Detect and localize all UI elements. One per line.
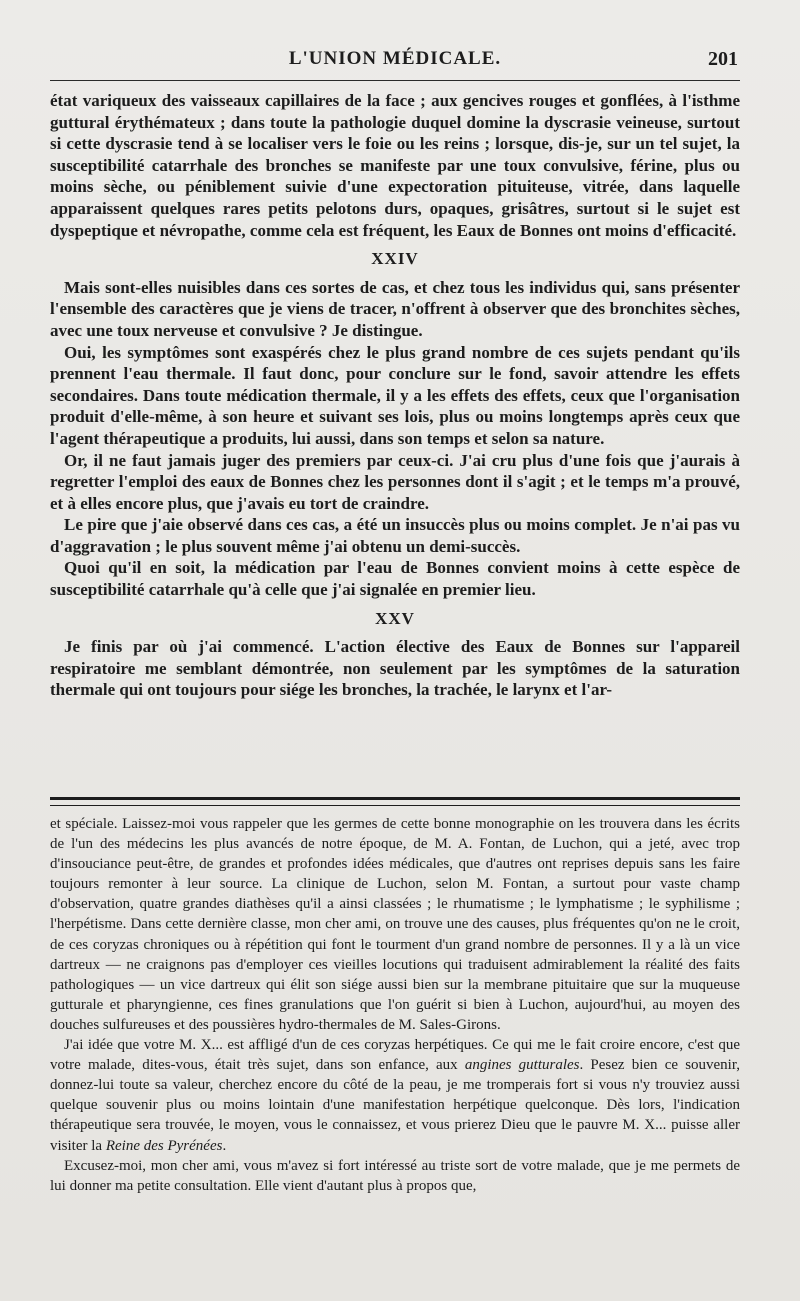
- footnote-text: [50, 814, 740, 1196]
- paragraph-intro: état variqueux des vaisseaux capillaires de la face ; aux gencives rouges et gonflées, à l'isthme guttural érythémateux ; dans toute la pathologie duquel domine la dyscrasie veineuse, surtout si cette dyscrasie tend à se localiser vers le foie ou les reins ; lorsque, dis-je, sur un tel sujet, la susceptibilité catarrhale des bronches se manifeste par une toux convulsive, férine, plus ou moins sèche, ou péniblement suivie d'une expectoration pituiteuse, vitrée, dans laquelle apparaissent quelques rares petits pelotons durs, opaques, grisâtres, surtout si le sujet est dyspeptique et névropathe, comme cela est fréquent, les Eaux de Bonnes ont moins d'efficacité.: [50, 91, 740, 240]
- footnote-separator: [50, 797, 740, 806]
- footnote-p2-part-b: . Pesez bien ce souvenir, donnez-lui toute sa valeur, cherchez encore du côté de la peau, je me tromperais fort si vous n'y trouviez aussi quelque souvenir plus ou moins lointain d'une manifestation herpétique quelconque. Dès lors, l'indication thérapeutique sera trouvée, le moyen, vous le connaissez, et vous prierez Dieu que le pauvre M. X... puisse aller visiter la: [50, 1057, 740, 1154]
- page-number: 201: [708, 48, 738, 70]
- section-heading-xxiv: XXIV: [371, 249, 419, 269]
- main-text: [50, 90, 740, 701]
- footnote-p2-italic-1: angines gutturales: [464, 1057, 580, 1074]
- paragraph-xxiv-4: Le pire que j'aie observé dans ces cas, a été un insuccès plus ou moins complet. Je n'ai pas vu d'aggravation ; le plus souvent même j'ai obtenu un demi-succès.: [50, 515, 740, 556]
- running-head: [50, 44, 740, 76]
- footnote-paragraph-1: et spéciale. Laissez-moi vous rappeler que les germes de cette bonne monographie on les trouvera dans les écrits de l'un des médecins les plus avancés de notre époque, de M. A. Fontan, de Luchon, qui a jeté, avec trop d'insouciance peut-être, de grandes et profondes idées médicales, que d'autres ont reprises depuis sans les faire toujours remonter à leur source. La clinique de Luchon, selon M. Fontan, a surtout pour vaste champ d'observation, quatre grandes diathèses qu'il a ainsi classées ; le rhumatisme ; le lymphatisme ; le syphilisme ; l'herpétisme. Dans cette dernière classe, mon cher ami, on trouve une des causes, plus fréquentes qu'on ne le croit, de ces coryzas chroniques ou à répétition qui font le tourment d'un grand nombre de personnes. Il y a là un vice dartreux — ne craignons pas d'employer ces vieilles locutions qui traduisent admirablement la réalité des faits pathologiques — un vice dartreux qui élit son siége aussi bien sur la membrane pituitaire que sur la muqueuse gutturale et pharyngienne, ces fines granulations que l'on guérit si bien à Luchon, aujourd'hui, au moyen des douches sulfureuses et des poussières hydro-thermales de M. Sales-Girons.: [50, 816, 740, 1033]
- footnote-paragraph-3: Excusez-moi, mon cher ami, vous m'avez si fort intéressé au triste sort de votre malade, que je me permets de lui donner ma petite consultation. Elle vient d'autant plus à propos que,: [50, 1157, 740, 1194]
- paragraph-xxiv-1: Mais sont-elles nuisibles dans ces sortes de cas, et chez tous les individus qui, sans présenter l'ensemble des caractères que je viens de tracer, n'offrent à observer que des bronchites sèches, avec une toux nerveuse et convulsive ? Je distingue.: [50, 277, 740, 340]
- footnote-paragraph-2: [50, 1035, 740, 1156]
- paragraph-xxv-1: Je finis par où j'ai commencé. L'action élective des Eaux de Bonnes sur l'appareil respiratoire me semblant démontrée, non seulement par les symptômes de la saturation thermale qui ont toujours pour siége les bronches, la trachée, le larynx et l'ar-: [50, 637, 740, 700]
- paragraph-xxiv-5: Quoi qu'il en soit, la médication par l'eau de Bonnes convient moins à cette espèce de susceptibilité catarrhale qu'à celle que j'ai signalée en premier lieu.: [50, 558, 740, 600]
- section-heading-xxv: XXV: [375, 608, 415, 628]
- running-title: L'UNION MÉDICALE.: [288, 48, 502, 69]
- paragraph-xxiv-2: Oui, les symptômes sont exaspérés chez le plus grand nombre de ces sujets pendant qu'ils prennent l'eau thermale. Il faut donc, pour conclure sur le fond, savoir attendre les effets secondaires. Dans toute médication thermale, il y a les effets des effets, ceux que l'organisation produit d'elle-même, à son heure et suivant ses lois, plus ou moins longtemps après ceux que l'agent thérapeutique a produits, lui aussi, dans son temps et selon sa nature.: [50, 342, 740, 448]
- header-rule: [50, 80, 740, 81]
- footnote-p2-part-a: J'ai idée que votre M. X... est affligé d'un de ces coryzas herpétiques. Ce qui me le fait croire encore, c'est que votre malade, dites-vous, était très sujet, dans son enfance, aux: [50, 1037, 740, 1074]
- footnote-p2-part-c: .: [222, 1137, 227, 1154]
- footnote-p2-italic-2: Reine des Pyrénées: [105, 1137, 223, 1154]
- paragraph-xxiv-3: Or, il ne faut jamais juger des premiers par ceux-ci. J'ai cru plus d'une fois que j'aurais à regretter l'emploi des eaux de Bonnes chez les personnes dont il s'agit ; et le temps m'a prouvé, et à elles encore plus, que j'avais eu tort de craindre.: [50, 450, 740, 513]
